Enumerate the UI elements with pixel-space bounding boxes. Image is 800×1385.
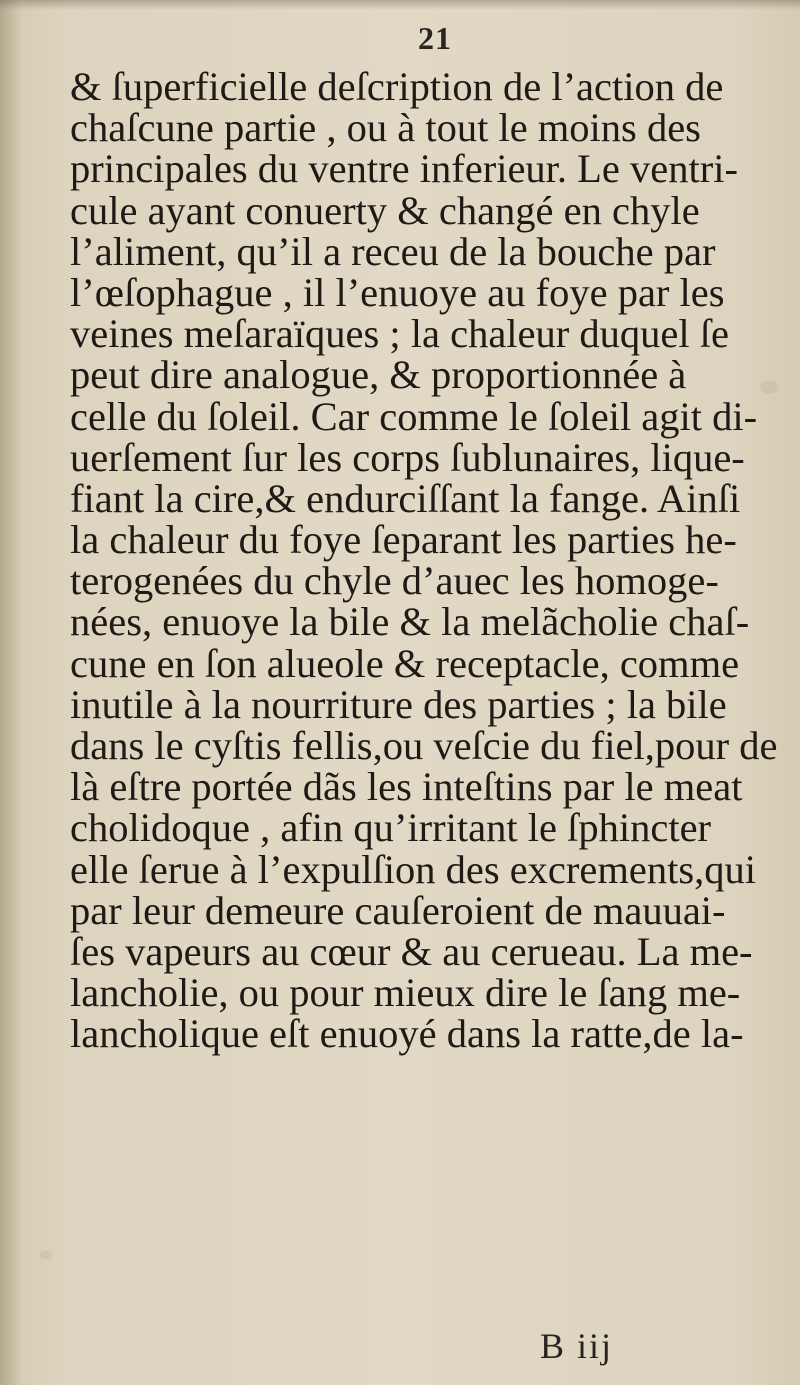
text-line: veines meſaraïques ; la chaleur duquel ſe bbox=[70, 311, 729, 357]
text-line: l’œſophague , il l’enuoye au foye par les bbox=[70, 269, 725, 315]
text-line: là eſtre portée dãs les inteſtins par le meat bbox=[70, 764, 743, 810]
text-line: dans le cyſtis fellis,ou veſcie du fiel,pour de bbox=[70, 723, 778, 768]
text-line: & ſuperficielle deſcription de l’action de bbox=[70, 64, 724, 109]
text-line: uerſement ſur les corps ſublunaires, lique- bbox=[70, 434, 745, 480]
text-line: cholidoque , afin qu’irritant le ſphincter bbox=[70, 805, 712, 851]
text-line: elle ſerue à l’expulſion des excrements,qui bbox=[70, 846, 756, 892]
paper-stain bbox=[40, 1250, 52, 1260]
text-line: terogenées du chyle d’auec les homoge- bbox=[70, 558, 719, 604]
text-line: peut dire analogue, & proportionnée à bbox=[70, 352, 687, 398]
body-text bbox=[70, 66, 790, 1055]
text-line: principales du ventre inferieur. Le ventri- bbox=[70, 146, 738, 192]
text-line: fiant la cire,& endurciſſant la fange. Ainſi bbox=[70, 475, 741, 521]
page-number: 21 bbox=[418, 20, 452, 56]
top-edge-shadow bbox=[0, 0, 800, 10]
text-line: nées, enuoye la bile & la melãcholie chaſ- bbox=[70, 599, 750, 645]
text-line: l’aliment, qu’il a receu de la bouche par bbox=[70, 228, 716, 274]
text-line: celle du ſoleil. Car comme le ſoleil agit di- bbox=[70, 393, 758, 439]
text-line: lancholique eſt enuoyé dans la ratte,de la- bbox=[70, 1011, 744, 1057]
text-line: ſes vapeurs au cœur & au cerueau. La me- bbox=[70, 928, 753, 974]
text-line: lancholie, ou pour mieux dire le ſang me- bbox=[70, 970, 741, 1016]
text-line: cune en ſon alueole & receptacle, comme bbox=[70, 640, 740, 686]
text-line: inutile à la nourriture des parties ; la bile bbox=[70, 681, 727, 727]
signature-mark: B iij bbox=[540, 1326, 614, 1366]
text-line: chaſcune partie , ou à tout le moins des bbox=[70, 105, 701, 151]
binding-shadow bbox=[0, 0, 22, 1385]
text-line: par leur demeure cauſeroient de mauuai- bbox=[70, 887, 726, 933]
text-line: cule ayant conuerty & changé en chyle bbox=[70, 187, 700, 233]
text-line: la chaleur du foye ſeparant les parties he- bbox=[70, 517, 737, 563]
